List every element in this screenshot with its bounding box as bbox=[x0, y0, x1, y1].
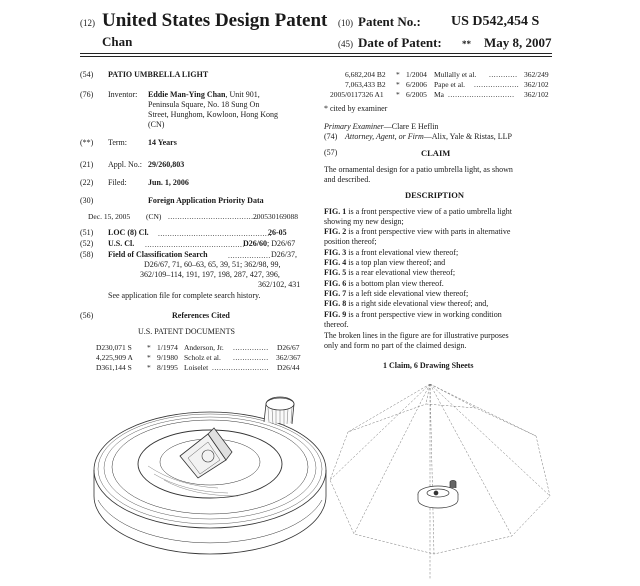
date-of-patent-label: Date of Patent: bbox=[358, 35, 442, 50]
ref-class: 362/102 bbox=[524, 80, 549, 89]
priority-country: (CN) bbox=[146, 212, 162, 221]
inid-code-52: (52) bbox=[80, 239, 94, 248]
fig-label: FIG. 1 bbox=[324, 207, 347, 216]
field-search-label: Field of Classification Search bbox=[108, 250, 208, 259]
ref-class: 362/367 bbox=[276, 353, 301, 362]
patio-light-perspective-drawing bbox=[88, 396, 328, 576]
primary-examiner-name: —Clare E Heflin bbox=[383, 122, 439, 131]
ref-dots: ............... bbox=[233, 353, 269, 362]
search-history-note: See application file for complete search history. bbox=[108, 291, 261, 300]
ref-name: Anderson, Jr. bbox=[184, 343, 224, 352]
us-class-value: D26/60 bbox=[243, 239, 267, 248]
ref-number: 6,682,204 B2 bbox=[345, 70, 386, 79]
fig-desc-1 bbox=[324, 207, 512, 217]
canopy-rib bbox=[430, 384, 536, 436]
claim-text-1: The ornamental design for a patio umbrella light, as shown bbox=[324, 165, 513, 174]
inventor-address-4: (CN) bbox=[148, 120, 165, 129]
fig-label: FIG. 7 bbox=[324, 289, 347, 298]
ref-dots: ............................ bbox=[448, 90, 515, 99]
fig-text: is a front perspective view of a patio umbrella light bbox=[346, 207, 512, 216]
field-search-line-1: D26/37, bbox=[271, 250, 297, 259]
inventor-line-1 bbox=[148, 90, 260, 100]
us-class-label: U.S. Cl. bbox=[108, 239, 135, 248]
term-value: 14 Years bbox=[148, 138, 177, 147]
field-search-line-2: D26/67, 71, 60–63, 65, 39, 51; 362/98, 99, bbox=[144, 260, 281, 269]
inid-code-58: (58) bbox=[80, 250, 94, 259]
loc-class-dots: ................................................ bbox=[158, 229, 272, 238]
fig-label: FIG. 9 bbox=[324, 310, 347, 319]
header-rule-bottom bbox=[80, 56, 552, 57]
ref-name: Loiselet bbox=[184, 363, 209, 372]
description-heading: DESCRIPTION bbox=[405, 190, 465, 200]
filed-label: Filed: bbox=[108, 178, 127, 187]
umbrella-working-condition-drawing bbox=[326, 384, 558, 580]
inventor-address-2: Peninsula Square, No. 18 Sung On bbox=[148, 100, 260, 109]
fig-desc-8 bbox=[324, 299, 488, 309]
fig-label: FIG. 2 bbox=[324, 227, 347, 236]
ref-date: 9/1980 bbox=[157, 353, 178, 362]
fig-label: FIG. 4 bbox=[324, 258, 347, 267]
broken-lines-note-1: The broken lines in the figure are for illustrative purposes bbox=[324, 331, 509, 340]
ref-class: 362/102 bbox=[524, 90, 549, 99]
inid-code-51: (51) bbox=[80, 228, 94, 237]
us-class-extra: ; D26/67 bbox=[267, 239, 296, 248]
primary-examiner bbox=[324, 122, 438, 132]
ref-dots: ................... bbox=[474, 80, 520, 89]
inventor-address-3: Street, Hunghom, Kowloon, Hong Kong bbox=[148, 110, 278, 119]
document-type-title: United States Design Patent bbox=[102, 10, 328, 31]
priority-dots: ...................................... bbox=[168, 212, 259, 221]
inventor-name: Eddie Man-Ying Chan bbox=[148, 90, 226, 99]
term-label: Term: bbox=[108, 138, 127, 147]
priority-date: Dec. 15, 2005 bbox=[88, 212, 131, 221]
inid-code-76: (76) bbox=[80, 90, 94, 99]
ref-star: * bbox=[396, 70, 400, 79]
inventor-label: Inventor: bbox=[108, 90, 138, 99]
priority-number: 200530169088 bbox=[253, 212, 298, 221]
fig-label: FIG. 6 bbox=[324, 279, 347, 288]
claim-count: 1 Claim, 6 Drawing Sheets bbox=[383, 361, 474, 370]
ref-name: Pape et al. bbox=[434, 80, 466, 89]
ref-star: * bbox=[147, 363, 151, 372]
fig-label: FIG. 8 bbox=[324, 299, 347, 308]
date-of-patent: May 8, 2007 bbox=[484, 35, 552, 50]
side-knob-top bbox=[266, 398, 294, 410]
us-class-values bbox=[243, 239, 295, 249]
ref-class: D26/44 bbox=[277, 363, 300, 372]
canopy-rib bbox=[430, 384, 550, 496]
fig-text: is a front elevational view thereof; bbox=[346, 248, 459, 257]
primary-examiner-label: Primary Examiner bbox=[324, 122, 384, 131]
ref-date: 6/2005 bbox=[406, 90, 427, 99]
fig-desc-2-cont: position thereof; bbox=[324, 237, 377, 246]
fig-desc-2 bbox=[324, 227, 510, 237]
ref-star: * bbox=[147, 353, 151, 362]
canopy-rib bbox=[430, 384, 476, 408]
fig-desc-6 bbox=[324, 279, 444, 289]
ref-name: Mullally et al. bbox=[434, 70, 477, 79]
cited-by-examiner: * cited by examiner bbox=[324, 104, 388, 113]
field-search-line-3: 362/109–114, 191, 197, 198, 287, 427, 396, bbox=[140, 270, 280, 279]
ref-name: Ma bbox=[434, 90, 444, 99]
inid-code-22: (22) bbox=[80, 178, 94, 187]
ref-number: 4,225,909 A bbox=[96, 353, 133, 362]
inid-code-12: (12) bbox=[80, 18, 95, 28]
claim-heading: CLAIM bbox=[421, 148, 451, 158]
fig-label: FIG. 3 bbox=[324, 248, 347, 257]
claim-text-2: and described. bbox=[324, 175, 371, 184]
fig-desc-5 bbox=[324, 268, 455, 278]
ref-date: 8/1995 bbox=[157, 363, 178, 372]
inid-code-57: (57) bbox=[324, 148, 338, 157]
ref-date: 1/2004 bbox=[406, 70, 427, 79]
fig-text: is a rear elevational view thereof; bbox=[346, 268, 456, 277]
broken-lines-note-2: only and form no part of the claimed design. bbox=[324, 341, 467, 350]
attorney-value: —Alix, Yale & Ristas, LLP bbox=[423, 132, 512, 141]
inid-code-45: (45) bbox=[338, 39, 353, 49]
inid-code-10: (10) bbox=[338, 18, 353, 28]
loc-class-label: LOC (8) Cl. bbox=[108, 228, 149, 237]
fig-desc-9 bbox=[324, 310, 502, 320]
us-class-dots: .......................................... bbox=[145, 240, 245, 249]
canopy-rib bbox=[430, 384, 512, 536]
inid-code-term: (**) bbox=[80, 138, 94, 147]
fig-text: is a front perspective view in working condition bbox=[346, 310, 502, 319]
puck-center bbox=[434, 491, 438, 495]
appl-no-value: 29/260,803 bbox=[148, 160, 185, 169]
filed-value: Jun. 1, 2006 bbox=[148, 178, 189, 187]
fig-desc-4 bbox=[324, 258, 445, 268]
canopy-rib bbox=[330, 384, 430, 480]
inid-code-30: (30) bbox=[80, 196, 94, 205]
ref-number: D361,144 S bbox=[96, 363, 132, 372]
ref-class: D26/67 bbox=[277, 343, 300, 352]
references-cited-heading: References Cited bbox=[172, 311, 230, 320]
body-side-wall bbox=[94, 470, 326, 554]
ref-date: 1/1974 bbox=[157, 343, 178, 352]
appl-no-label: Appl. No.: bbox=[108, 160, 142, 169]
fig-desc-9-cont: thereof. bbox=[324, 320, 349, 329]
patent-number-label: Patent No.: bbox=[358, 14, 421, 29]
fig-text: is a left side elevational view thereof; bbox=[346, 289, 469, 298]
inid-code-74: (74) bbox=[324, 132, 338, 141]
ref-star: * bbox=[147, 343, 151, 352]
body-base-line bbox=[98, 500, 322, 543]
ref-number: 7,063,433 B2 bbox=[345, 80, 386, 89]
term-stars: ** bbox=[462, 39, 471, 49]
ref-dots: ............... bbox=[233, 343, 269, 352]
ref-star: * bbox=[396, 80, 400, 89]
loc-class-value: 26-05 bbox=[268, 228, 287, 237]
inid-code-54: (54) bbox=[80, 70, 94, 79]
attorney-line bbox=[345, 132, 512, 142]
fig-desc-1-cont: showing my new design; bbox=[324, 217, 404, 226]
ref-dots: ........................ bbox=[212, 363, 269, 372]
ref-number: D230,071 S bbox=[96, 343, 132, 352]
inid-code-56: (56) bbox=[80, 311, 94, 320]
ref-star: * bbox=[396, 90, 400, 99]
inventor-address-1: , Unit 901, bbox=[225, 90, 260, 99]
fig-text: is a top plan view thereof; and bbox=[346, 258, 446, 267]
field-search-dots: .................. bbox=[228, 251, 271, 260]
foreign-priority-heading: Foreign Application Priority Data bbox=[148, 196, 264, 205]
ref-number: 2005/0117326 A1 bbox=[330, 90, 384, 99]
fig-text: is a bottom plan view thereof. bbox=[346, 279, 444, 288]
canopy-rib bbox=[430, 384, 434, 554]
canopy-rib bbox=[348, 384, 430, 432]
header-rule-top bbox=[80, 53, 552, 54]
fig-desc-3 bbox=[324, 248, 458, 258]
ref-class: 362/249 bbox=[524, 70, 549, 79]
fig-text: is a front perspective view with parts in alternative bbox=[346, 227, 511, 236]
field-search-line-4: 362/102, 431 bbox=[258, 280, 301, 289]
patent-number: US D542,454 S bbox=[451, 14, 540, 29]
ref-dots: ............ bbox=[489, 70, 518, 79]
fig-text: is a right side elevational view thereof; and, bbox=[346, 299, 489, 308]
patent-title: PATIO UMBRELLA LIGHT bbox=[108, 70, 209, 79]
inid-code-21: (21) bbox=[80, 160, 94, 169]
puck-knob bbox=[450, 481, 456, 489]
ref-name: Scholz et al. bbox=[184, 353, 221, 362]
puck-side bbox=[418, 494, 458, 508]
ref-date: 6/2006 bbox=[406, 80, 427, 89]
attorney-label: Attorney, Agent, or Firm bbox=[345, 132, 424, 141]
us-patent-documents-heading: U.S. PATENT DOCUMENTS bbox=[138, 327, 235, 336]
fig-desc-7 bbox=[324, 289, 468, 299]
inventor-surname: Chan bbox=[102, 34, 133, 49]
fig-label: FIG. 5 bbox=[324, 268, 347, 277]
